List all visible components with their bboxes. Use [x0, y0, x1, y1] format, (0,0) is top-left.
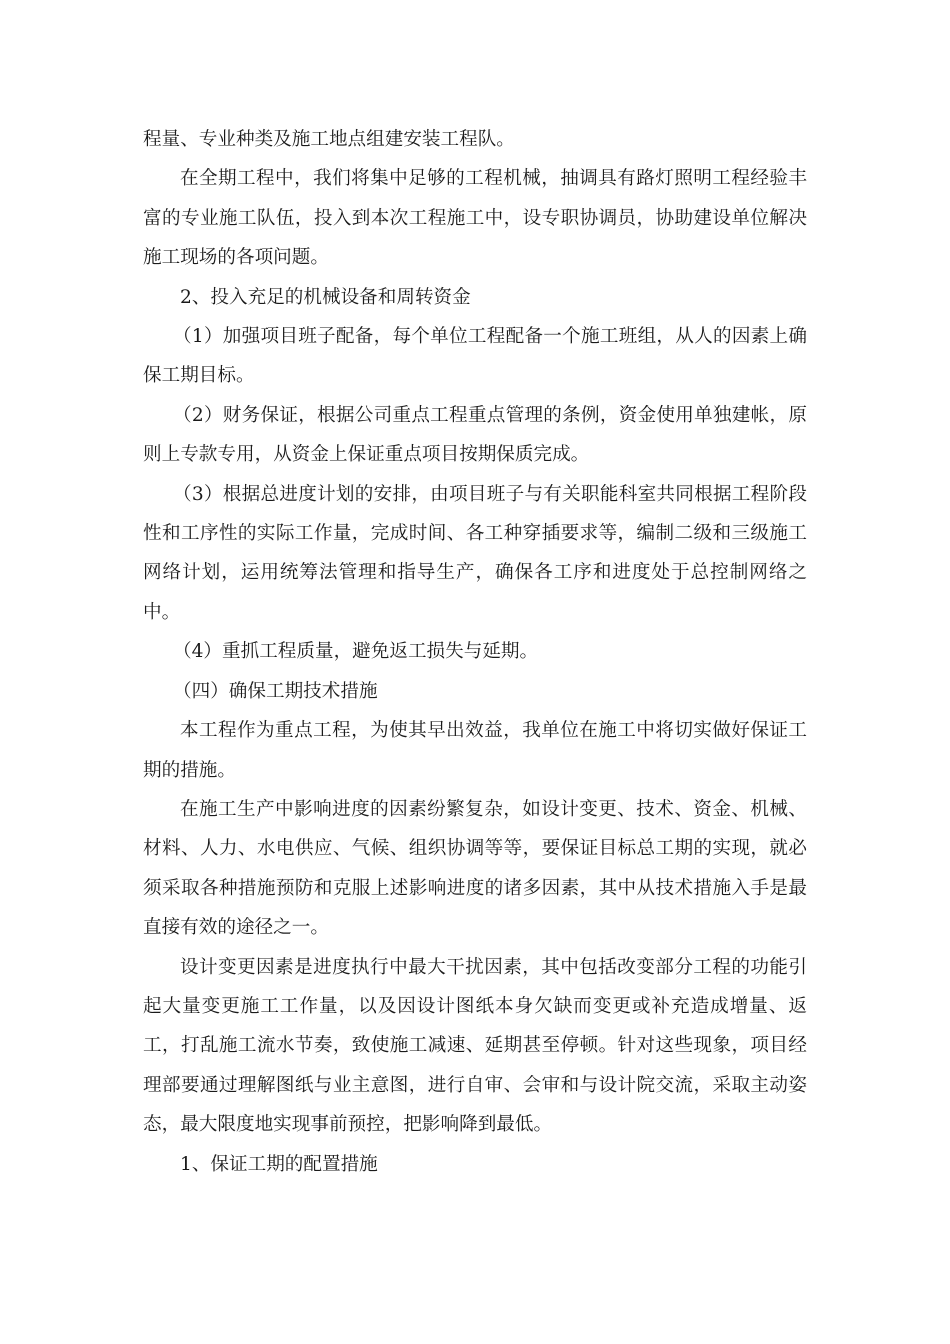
paragraph-continuation: 程量、专业种类及施工地点组建安装工程队。 — [143, 129, 515, 150]
section-heading-technical-measures: （四）确保工期技术措施 — [173, 680, 378, 702]
document-body — [143, 120, 807, 1184]
list-item-2: （2）财务保证，根据公司重点工程重点管理的条例，资金使用单独建帐，原则上专款专用，从资金上保证重点项目按期保质完成。 — [143, 404, 807, 466]
list-item-4: （4）重抓工程质量，避免返工损失与延期。 — [173, 641, 539, 663]
paragraph-key-project: 本工程作为重点工程，为使其早出效益，我单位在施工中将切实做好保证工期的措施。 — [143, 720, 807, 781]
section-heading-configuration-measures: 1、保证工期的配置措施 — [180, 1153, 378, 1175]
list-item-1: （1）加强项目班子配备，每个单位工程配备一个施工班组，从人的因素上确保工期目标。 — [143, 326, 807, 387]
section-heading-equipment-funds: 2、投入充足的机械设备和周转资金 — [180, 286, 471, 308]
paragraph-design-changes: 设计变更因素是进度执行中最大干扰因素，其中包括改变部分工程的功能引起大量变更施工工作量，以及因设计图纸本身欠缺而变更或补充造成增量、返工，打乱施工流水节奏，致使施工减速、延期甚至停顿。针对这些现象，项目经理部要通过理解图纸与业主意图，进行自审、会审和与设计院交流，采取主动姿态，最大限度地实现事前预控，把影响降到最低。 — [143, 956, 807, 1136]
list-item-3: （3）根据总进度计划的安排，由项目班子与有关职能科室共同根据工程阶段性和工序性的实际工作量，完成时间、各工种穿插要求等，编制二级和三级施工网络计划，运用统筹法管理和指导生产，确保各工序和进度处于总控制网络之中。 — [143, 483, 807, 623]
paragraph-construction-team: 在全期工程中，我们将集中足够的工程机械，抽调具有路灯照明工程经验丰富的专业施工队伍，投入到本次工程施工中，设专职协调员，协助建设单位解决施工现场的各项问题。 — [143, 168, 807, 269]
paragraph-influencing-factors: 在施工生产中影响进度的因素纷繁复杂，如设计变更、技术、资金、机械、材料、人力、水电供应、气候、组织协调等等，要保证目标总工期的实现，就必须采取各种措施预防和克服上述影响进度的诸多因素，其中从技术措施入手是最直接有效的途径之一。 — [143, 798, 807, 939]
